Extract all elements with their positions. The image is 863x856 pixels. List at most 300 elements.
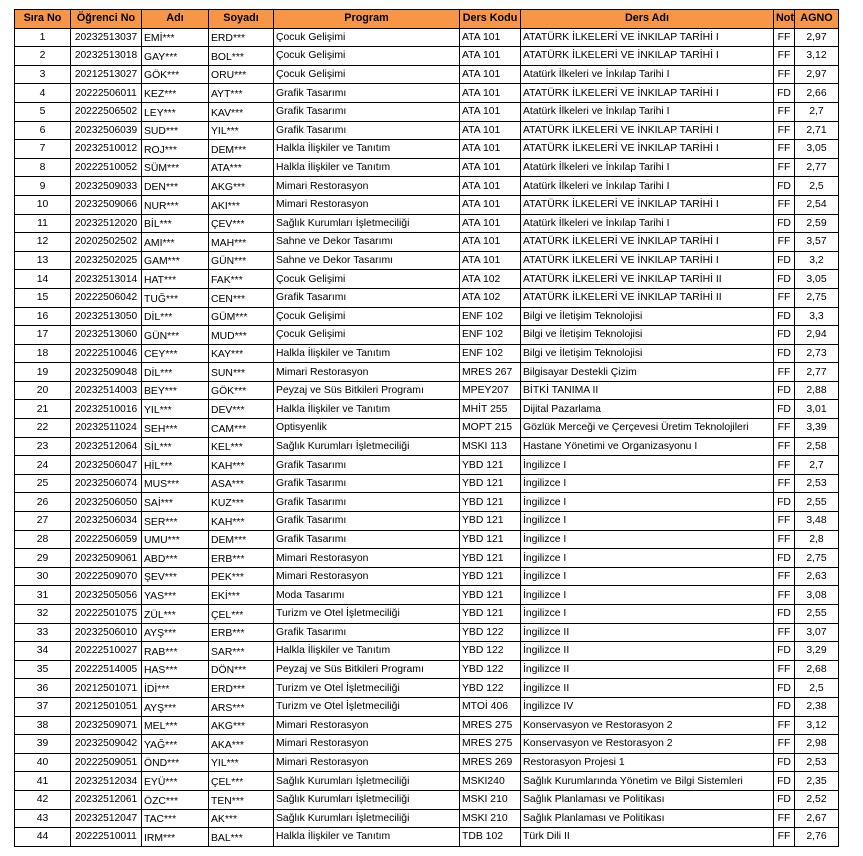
cell-sira-no: 15 xyxy=(15,288,71,307)
cell-adi: SÜM*** xyxy=(142,158,209,177)
cell-agno: 3,05 xyxy=(795,270,839,289)
cell-adi: UMU*** xyxy=(142,530,209,549)
cell-program: Grafik Tasarımı xyxy=(274,84,460,103)
cell-ders-adi: İngilizce II xyxy=(521,660,774,679)
cell-ders-kodu: YBD 121 xyxy=(460,549,521,568)
cell-ders-adi: Sağlık Kurumlarında Yönetim ve Bilgi Sistemleri xyxy=(521,772,774,791)
cell-sira-no: 40 xyxy=(15,753,71,772)
table-row xyxy=(15,400,839,419)
cell-program: Grafik Tasarımı xyxy=(274,493,460,512)
cell-soyadi: ÇEL*** xyxy=(209,772,274,791)
cell-ders-kodu: TDB 102 xyxy=(460,828,521,847)
cell-ogrenci-no: 20232514003 xyxy=(71,381,142,400)
cell-soyadi: ERD*** xyxy=(209,28,274,47)
header-agno: AGNO xyxy=(795,10,839,29)
cell-not: FD xyxy=(774,772,795,791)
cell-soyadi: KAH*** xyxy=(209,512,274,531)
cell-sira-no: 1 xyxy=(15,28,71,47)
cell-sira-no: 10 xyxy=(15,195,71,214)
cell-ders-kodu: YBD 122 xyxy=(460,623,521,642)
cell-soyadi: AKI*** xyxy=(209,195,274,214)
table-row xyxy=(15,549,839,568)
cell-ders-adi: ATATÜRK İLKELERİ VE İNKILAP TARİHİ II xyxy=(521,270,774,289)
cell-adi: ZÜL*** xyxy=(142,605,209,624)
cell-ders-kodu: MSKI 210 xyxy=(460,790,521,809)
cell-soyadi: ERB*** xyxy=(209,623,274,642)
cell-sira-no: 11 xyxy=(15,214,71,233)
cell-ogrenci-no: 20212501051 xyxy=(71,697,142,716)
cell-agno: 2,7 xyxy=(795,102,839,121)
cell-program: Sağlık Kurumları İşletmeciliği xyxy=(274,437,460,456)
cell-agno: 2,35 xyxy=(795,772,839,791)
table-row xyxy=(15,679,839,698)
cell-adi: TUĞ*** xyxy=(142,288,209,307)
cell-sira-no: 22 xyxy=(15,419,71,438)
cell-not: FD xyxy=(774,251,795,270)
cell-program: Halkla İlişkiler ve Tanıtım xyxy=(274,400,460,419)
cell-ders-adi: Atatürk İlkeleri ve İnkılap Tarihi I xyxy=(521,214,774,233)
cell-ogrenci-no: 20222510011 xyxy=(71,828,142,847)
cell-program: Grafik Tasarımı xyxy=(274,288,460,307)
cell-soyadi: ÇEL*** xyxy=(209,605,274,624)
cell-soyadi: GÜN*** xyxy=(209,251,274,270)
cell-sira-no: 42 xyxy=(15,790,71,809)
cell-ders-adi: Bilgi ve İletişim Teknolojisi xyxy=(521,307,774,326)
cell-ders-adi: İngilizce I xyxy=(521,549,774,568)
cell-not: FF xyxy=(774,102,795,121)
cell-ders-kodu: ATA 101 xyxy=(460,102,521,121)
student-grade-sheet xyxy=(14,9,839,847)
cell-not: FF xyxy=(774,735,795,754)
cell-sira-no: 35 xyxy=(15,660,71,679)
cell-program: Mimari Restorasyon xyxy=(274,735,460,754)
cell-not: FD xyxy=(774,642,795,661)
cell-soyadi: ORU*** xyxy=(209,65,274,84)
cell-ogrenci-no: 20232505056 xyxy=(71,586,142,605)
cell-agno: 2,63 xyxy=(795,567,839,586)
cell-program: Sağlık Kurumları İşletmeciliği xyxy=(274,772,460,791)
cell-ogrenci-no: 20232512020 xyxy=(71,214,142,233)
header-sira-no: Sıra No xyxy=(15,10,71,29)
cell-not: FF xyxy=(774,437,795,456)
table-row xyxy=(15,288,839,307)
table-row xyxy=(15,828,839,847)
cell-program: Mimari Restorasyon xyxy=(274,363,460,382)
cell-agno: 2,71 xyxy=(795,121,839,140)
cell-soyadi: KAV*** xyxy=(209,102,274,121)
cell-agno: 2,8 xyxy=(795,530,839,549)
table-row xyxy=(15,567,839,586)
cell-not: FD xyxy=(774,214,795,233)
cell-agno: 2,67 xyxy=(795,809,839,828)
cell-adi: IRM*** xyxy=(142,828,209,847)
cell-not: FF xyxy=(774,809,795,828)
cell-sira-no: 7 xyxy=(15,140,71,159)
cell-adi: TAC*** xyxy=(142,809,209,828)
cell-ders-kodu: ATA 101 xyxy=(460,84,521,103)
table-row xyxy=(15,605,839,624)
cell-adi: AYŞ*** xyxy=(142,623,209,642)
cell-ders-kodu: YBD 121 xyxy=(460,530,521,549)
cell-ders-kodu: YBD 122 xyxy=(460,642,521,661)
cell-agno: 2,75 xyxy=(795,549,839,568)
table-row xyxy=(15,623,839,642)
cell-agno: 2,68 xyxy=(795,660,839,679)
cell-sira-no: 21 xyxy=(15,400,71,419)
cell-soyadi: DEM*** xyxy=(209,140,274,159)
table-row xyxy=(15,530,839,549)
cell-ogrenci-no: 20232510012 xyxy=(71,140,142,159)
table-row xyxy=(15,381,839,400)
cell-adi: DİL*** xyxy=(142,307,209,326)
cell-agno: 2,59 xyxy=(795,214,839,233)
cell-ders-kodu: MSKI240 xyxy=(460,772,521,791)
cell-sira-no: 23 xyxy=(15,437,71,456)
cell-agno: 2,58 xyxy=(795,437,839,456)
cell-ders-kodu: ATA 101 xyxy=(460,214,521,233)
cell-program: Moda Tasarımı xyxy=(274,586,460,605)
cell-agno: 3,39 xyxy=(795,419,839,438)
cell-program: Optisyenlik xyxy=(274,419,460,438)
cell-program: Halkla İlişkiler ve Tanıtım xyxy=(274,158,460,177)
cell-ogrenci-no: 20232509048 xyxy=(71,363,142,382)
cell-soyadi: ATA*** xyxy=(209,158,274,177)
table-row xyxy=(15,790,839,809)
cell-not: FD xyxy=(774,549,795,568)
table-row xyxy=(15,716,839,735)
cell-ogrenci-no: 20232506050 xyxy=(71,493,142,512)
cell-ogrenci-no: 20232511024 xyxy=(71,419,142,438)
cell-ders-adi: Konservasyon ve Restorasyon 2 xyxy=(521,716,774,735)
cell-not: FD xyxy=(774,753,795,772)
cell-ders-kodu: ENF 102 xyxy=(460,326,521,345)
cell-ders-kodu: ATA 102 xyxy=(460,288,521,307)
cell-ogrenci-no: 20232506074 xyxy=(71,474,142,493)
cell-agno: 2,53 xyxy=(795,753,839,772)
cell-program: Peyzaj ve Süs Bitkileri Programı xyxy=(274,660,460,679)
cell-not: FD xyxy=(774,84,795,103)
cell-agno: 2,88 xyxy=(795,381,839,400)
cell-adi: SAİ*** xyxy=(142,493,209,512)
cell-program: Turizm ve Otel İşletmeciliği xyxy=(274,679,460,698)
cell-sira-no: 29 xyxy=(15,549,71,568)
cell-ogrenci-no: 20232509071 xyxy=(71,716,142,735)
cell-agno: 3,57 xyxy=(795,233,839,252)
cell-agno: 2,53 xyxy=(795,474,839,493)
cell-ders-adi: ATATÜRK İLKELERİ VE İNKILAP TARİHİ I xyxy=(521,251,774,270)
cell-ders-adi: Hastane Yönetimi ve Organizasyonu I xyxy=(521,437,774,456)
cell-soyadi: AYT*** xyxy=(209,84,274,103)
cell-ders-kodu: YBD 122 xyxy=(460,679,521,698)
cell-ders-adi: Konservasyon ve Restorasyon 2 xyxy=(521,735,774,754)
table-row xyxy=(15,214,839,233)
cell-soyadi: MUD*** xyxy=(209,326,274,345)
cell-adi: ŞEV*** xyxy=(142,567,209,586)
cell-ders-adi: ATATÜRK İLKELERİ VE İNKILAP TARİHİ I xyxy=(521,195,774,214)
cell-ders-kodu: ATA 102 xyxy=(460,270,521,289)
cell-ogrenci-no: 20222509051 xyxy=(71,753,142,772)
cell-ogrenci-no: 20232506010 xyxy=(71,623,142,642)
cell-ders-kodu: ATA 101 xyxy=(460,158,521,177)
table-row xyxy=(15,307,839,326)
cell-ders-adi: Türk Dili II xyxy=(521,828,774,847)
cell-soyadi: ARS*** xyxy=(209,697,274,716)
table-row xyxy=(15,251,839,270)
cell-program: Mimari Restorasyon xyxy=(274,567,460,586)
cell-program: Grafik Tasarımı xyxy=(274,121,460,140)
cell-adi: HİL*** xyxy=(142,456,209,475)
cell-adi: GAY*** xyxy=(142,47,209,66)
cell-agno: 2,66 xyxy=(795,84,839,103)
cell-ders-kodu: MRES 267 xyxy=(460,363,521,382)
cell-ders-adi: Bilgisayar Destekli Çizim xyxy=(521,363,774,382)
cell-ders-kodu: YBD 121 xyxy=(460,605,521,624)
cell-ders-kodu: YBD 121 xyxy=(460,567,521,586)
cell-ogrenci-no: 20232513060 xyxy=(71,326,142,345)
cell-sira-no: 26 xyxy=(15,493,71,512)
cell-ders-adi: İngilizce II xyxy=(521,642,774,661)
cell-ders-adi: Sağlık Planlaması ve Politikası xyxy=(521,790,774,809)
table-row xyxy=(15,660,839,679)
cell-not: FF xyxy=(774,121,795,140)
cell-soyadi: KAY*** xyxy=(209,344,274,363)
cell-soyadi: BAL*** xyxy=(209,828,274,847)
cell-not: FF xyxy=(774,828,795,847)
cell-ogrenci-no: 20222510027 xyxy=(71,642,142,661)
cell-soyadi: KUZ*** xyxy=(209,493,274,512)
cell-program: Mimari Restorasyon xyxy=(274,753,460,772)
cell-agno: 2,94 xyxy=(795,326,839,345)
cell-agno: 2,73 xyxy=(795,344,839,363)
cell-soyadi: CEN*** xyxy=(209,288,274,307)
cell-agno: 2,97 xyxy=(795,28,839,47)
cell-sira-no: 4 xyxy=(15,84,71,103)
cell-not: FF xyxy=(774,623,795,642)
cell-ders-adi: ATATÜRK İLKELERİ VE İNKILAP TARİHİ I xyxy=(521,140,774,159)
cell-soyadi: DÖN*** xyxy=(209,660,274,679)
cell-ogrenci-no: 20232513014 xyxy=(71,270,142,289)
table-row xyxy=(15,642,839,661)
cell-adi: YAS*** xyxy=(142,586,209,605)
cell-ogrenci-no: 20232512034 xyxy=(71,772,142,791)
table-row xyxy=(15,233,839,252)
cell-ogrenci-no: 20202502502 xyxy=(71,233,142,252)
cell-ders-adi: ATATÜRK İLKELERİ VE İNKILAP TARİHİ II xyxy=(521,288,774,307)
cell-soyadi: MAH*** xyxy=(209,233,274,252)
table-row xyxy=(15,121,839,140)
table-row xyxy=(15,140,839,159)
table-row xyxy=(15,753,839,772)
cell-ders-adi: Atatürk İlkeleri ve İnkılap Tarihi I xyxy=(521,102,774,121)
cell-agno: 3,48 xyxy=(795,512,839,531)
cell-ders-kodu: MHİT 255 xyxy=(460,400,521,419)
cell-ders-kodu: MOPT 215 xyxy=(460,419,521,438)
cell-not: FF xyxy=(774,456,795,475)
cell-soyadi: AKG*** xyxy=(209,716,274,735)
cell-sira-no: 34 xyxy=(15,642,71,661)
cell-ders-adi: İngilizce I xyxy=(521,567,774,586)
cell-not: FD xyxy=(774,307,795,326)
cell-program: Çocuk Gelişimi xyxy=(274,307,460,326)
cell-sira-no: 28 xyxy=(15,530,71,549)
cell-ogrenci-no: 20222510052 xyxy=(71,158,142,177)
cell-program: Mimari Restorasyon xyxy=(274,195,460,214)
cell-ogrenci-no: 20222514005 xyxy=(71,660,142,679)
table-row xyxy=(15,456,839,475)
table-row xyxy=(15,735,839,754)
cell-ogrenci-no: 20232512047 xyxy=(71,809,142,828)
cell-ders-adi: Atatürk İlkeleri ve İnkılap Tarihi I xyxy=(521,177,774,196)
cell-agno: 2,77 xyxy=(795,363,839,382)
table-row xyxy=(15,586,839,605)
cell-not: FD xyxy=(774,344,795,363)
cell-program: Turizm ve Otel İşletmeciliği xyxy=(274,697,460,716)
cell-program: Grafik Tasarımı xyxy=(274,623,460,642)
cell-ders-adi: İngilizce II xyxy=(521,679,774,698)
cell-ders-kodu: YBD 122 xyxy=(460,660,521,679)
header-ders-adi: Ders Adı xyxy=(521,10,774,29)
cell-not: FF xyxy=(774,474,795,493)
cell-adi: YAĞ*** xyxy=(142,735,209,754)
cell-agno: 3,01 xyxy=(795,400,839,419)
cell-ogrenci-no: 20232513037 xyxy=(71,28,142,47)
cell-sira-no: 25 xyxy=(15,474,71,493)
table-row xyxy=(15,65,839,84)
table-body xyxy=(15,28,839,846)
cell-adi: GÜN*** xyxy=(142,326,209,345)
cell-ders-adi: ATATÜRK İLKELERİ VE İNKILAP TARİHİ I xyxy=(521,28,774,47)
cell-soyadi: AK*** xyxy=(209,809,274,828)
cell-adi: DİL*** xyxy=(142,363,209,382)
cell-soyadi: SUN*** xyxy=(209,363,274,382)
cell-sira-no: 6 xyxy=(15,121,71,140)
cell-program: Sahne ve Dekor Tasarımı xyxy=(274,233,460,252)
cell-sira-no: 8 xyxy=(15,158,71,177)
cell-soyadi: ERD*** xyxy=(209,679,274,698)
cell-ogrenci-no: 20222509070 xyxy=(71,567,142,586)
cell-agno: 2,55 xyxy=(795,493,839,512)
cell-soyadi: DEM*** xyxy=(209,530,274,549)
cell-adi: GÖK*** xyxy=(142,65,209,84)
cell-agno: 2,97 xyxy=(795,65,839,84)
cell-agno: 3,07 xyxy=(795,623,839,642)
cell-adi: EYÜ*** xyxy=(142,772,209,791)
table-row xyxy=(15,697,839,716)
cell-agno: 2,55 xyxy=(795,605,839,624)
cell-ders-kodu: ENF 102 xyxy=(460,307,521,326)
cell-soyadi: KEL*** xyxy=(209,437,274,456)
table-row xyxy=(15,474,839,493)
cell-ogrenci-no: 20222506011 xyxy=(71,84,142,103)
cell-ogrenci-no: 20232506034 xyxy=(71,512,142,531)
cell-ders-adi: Gözlük Merceği ve Çerçevesi Üretim Teknolojileri xyxy=(521,419,774,438)
cell-soyadi: BOL*** xyxy=(209,47,274,66)
cell-ders-adi: İngilizce II xyxy=(521,623,774,642)
cell-ders-adi: Sağlık Planlaması ve Politikası xyxy=(521,809,774,828)
cell-ogrenci-no: 20222510046 xyxy=(71,344,142,363)
table-row xyxy=(15,102,839,121)
cell-sira-no: 18 xyxy=(15,344,71,363)
cell-ders-adi: Bilgi ve İletişim Teknolojisi xyxy=(521,326,774,345)
cell-ders-kodu: ATA 101 xyxy=(460,177,521,196)
cell-adi: LEY*** xyxy=(142,102,209,121)
cell-soyadi: AKG*** xyxy=(209,177,274,196)
cell-not: FD xyxy=(774,679,795,698)
cell-soyadi: CAM*** xyxy=(209,419,274,438)
cell-not: FF xyxy=(774,140,795,159)
cell-ogrenci-no: 20232510016 xyxy=(71,400,142,419)
table-row xyxy=(15,270,839,289)
cell-ders-kodu: MPEY207 xyxy=(460,381,521,400)
cell-program: Grafik Tasarımı xyxy=(274,456,460,475)
cell-ogrenci-no: 20232509042 xyxy=(71,735,142,754)
cell-sira-no: 2 xyxy=(15,47,71,66)
cell-adi: DEN*** xyxy=(142,177,209,196)
cell-program: Peyzaj ve Süs Bitkileri Programı xyxy=(274,381,460,400)
cell-soyadi: KAH*** xyxy=(209,456,274,475)
cell-ogrenci-no: 20222506502 xyxy=(71,102,142,121)
cell-adi: BEY*** xyxy=(142,381,209,400)
header-adi: Adı xyxy=(142,10,209,29)
cell-agno: 2,54 xyxy=(795,195,839,214)
cell-program: Grafik Tasarımı xyxy=(274,474,460,493)
cell-agno: 2,76 xyxy=(795,828,839,847)
cell-soyadi: GÜM*** xyxy=(209,307,274,326)
cell-not: FD xyxy=(774,177,795,196)
cell-adi: İDİ*** xyxy=(142,679,209,698)
cell-sira-no: 3 xyxy=(15,65,71,84)
cell-ders-kodu: MSKI 113 xyxy=(460,437,521,456)
cell-ders-adi: İngilizce I xyxy=(521,474,774,493)
cell-soyadi: GÖK*** xyxy=(209,381,274,400)
cell-ders-kodu: MRES 269 xyxy=(460,753,521,772)
cell-agno: 2,5 xyxy=(795,679,839,698)
cell-agno: 2,75 xyxy=(795,288,839,307)
table-row xyxy=(15,326,839,345)
cell-sira-no: 38 xyxy=(15,716,71,735)
cell-not: FF xyxy=(774,716,795,735)
cell-soyadi: DEV*** xyxy=(209,400,274,419)
cell-not: FD xyxy=(774,790,795,809)
cell-adi: NUR*** xyxy=(142,195,209,214)
cell-adi: CEY*** xyxy=(142,344,209,363)
cell-ders-adi: İngilizce I xyxy=(521,586,774,605)
cell-ders-adi: İngilizce IV xyxy=(521,697,774,716)
cell-ders-kodu: ATA 101 xyxy=(460,65,521,84)
cell-program: Çocuk Gelişimi xyxy=(274,65,460,84)
cell-adi: SUD*** xyxy=(142,121,209,140)
cell-not: FF xyxy=(774,195,795,214)
cell-not: FF xyxy=(774,233,795,252)
cell-ogrenci-no: 20222506042 xyxy=(71,288,142,307)
cell-ders-adi: ATATÜRK İLKELERİ VE İNKILAP TARİHİ I xyxy=(521,233,774,252)
cell-soyadi: YIL*** xyxy=(209,121,274,140)
cell-sira-no: 33 xyxy=(15,623,71,642)
cell-sira-no: 14 xyxy=(15,270,71,289)
cell-program: Çocuk Gelişimi xyxy=(274,326,460,345)
cell-agno: 3,2 xyxy=(795,251,839,270)
cell-ogrenci-no: 20232502025 xyxy=(71,251,142,270)
cell-ogrenci-no: 20212501071 xyxy=(71,679,142,698)
cell-sira-no: 43 xyxy=(15,809,71,828)
table-row xyxy=(15,84,839,103)
cell-ders-adi: Dijital Pazarlama xyxy=(521,400,774,419)
cell-sira-no: 36 xyxy=(15,679,71,698)
cell-adi: KEZ*** xyxy=(142,84,209,103)
cell-sira-no: 13 xyxy=(15,251,71,270)
cell-not: FF xyxy=(774,158,795,177)
cell-adi: MUS*** xyxy=(142,474,209,493)
